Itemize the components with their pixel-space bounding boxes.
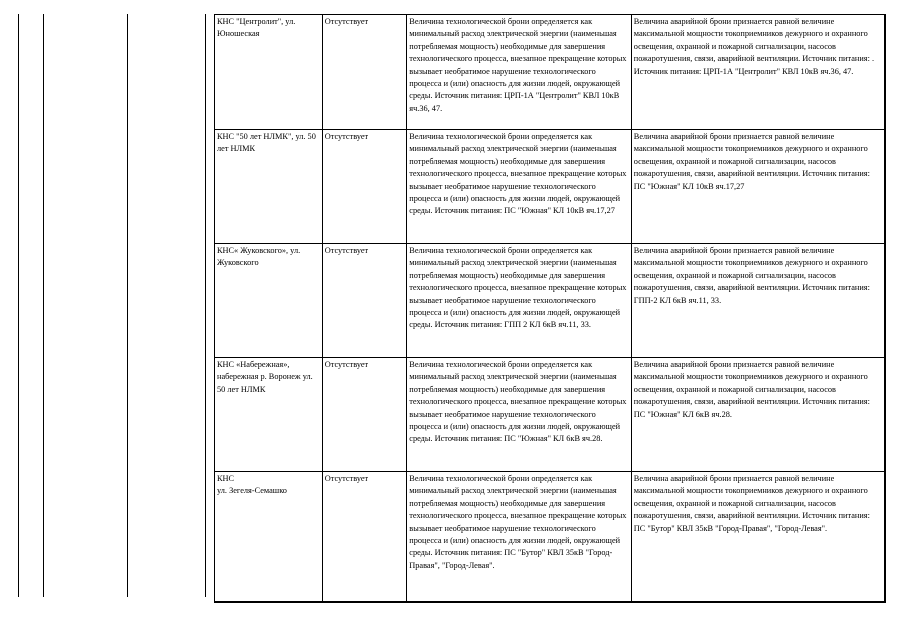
tech-reserve-text: Величина технологической брони определяется как минимальный расход электрической энергии (наименьшая потребляемая мощность) необходимые для завершения технологического процесса, внезапное прекращение которых вызывает необратимое нарушение технологического процесса и (или) опасность для жизни людей, окружающей среды. Источник питания: ЦРП-1А "Центролит" КВЛ 10кВ яч.36, 47. [409, 17, 629, 113]
tech-reserve-text: Величина технологической брони определяется как минимальный расход электрической энергии (наименьшая потребляемая мощность) необходимые для завершения технологического процесса, внезапное прекращение которых вызывает необратимое нарушение технологического процесса и (или) опасность для жизни людей, окружающей среды. Источник питания: ПС "Бутор" КВЛ 35кВ "Город-Правая", "Город-Левая". [409, 474, 629, 570]
station-name-cell [215, 244, 323, 358]
status-text: Отсутствует [324, 360, 369, 369]
tech-reserve-text: Величина технологической брони определяется как минимальный расход электрической энергии (наименьшая потребляемая мощность) необходимые для завершения технологического процесса, внезапное прекращение которых вызывает необратимое нарушение технологического процесса и (или) опасность для жизни людей, окружающей среды. Источник питания: ПС "Южная" КЛ 10кВ яч.17,27 [409, 132, 629, 216]
station-name: КНС "50 лет НЛМК", ул. 50 лет НЛМК [217, 132, 318, 154]
status-cell [322, 472, 407, 602]
table-row [215, 358, 886, 472]
table-row [215, 472, 886, 602]
tech-reserve-cell [407, 472, 632, 602]
station-name: КНС «Набережная», набережная р. Воронеж ул. 50 лет НЛМК [217, 360, 315, 394]
station-name-cell [215, 358, 323, 472]
emergency-reserve-text: Величина аварийной брони признается равной величине максимальной мощности токоприемников дежурного и охранного освещения, охранной и пожарной сигнализации, насосов пожаротушения, связи, аварийной вентиляции. Источник питания: ПС "Южная" КЛ 10кВ яч.17,27 [633, 132, 872, 191]
status-text: Отсутствует [324, 132, 369, 141]
station-name-cell [215, 130, 323, 244]
station-name: КНС ул. Зегеля-Семашко [217, 474, 287, 496]
tech-reserve-text: Величина технологической брони определяется как минимальный расход электрической энергии (наименьшая потребляемая мощность) необходимые для завершения технологического процесса, внезапное прекращение которых вызывает необратимое нарушение технологического процесса и (или) опасность для жизни людей, окружающей среды. Источник питания: ГПП 2 КЛ 6кВ яч.11, 33. [409, 246, 629, 330]
status-cell [322, 244, 407, 358]
status-text: Отсутствует [324, 246, 369, 255]
emergency-reserve-text: Величина аварийной брони признается равной величине максимальной мощности токоприемников дежурного и охранного освещения, охранной и пожарной сигнализации, насосов пожаротушения, связи, аварийной вентиляции. Источник питания: ГПП-2 КЛ 6кВ яч.11, 33. [633, 246, 872, 305]
station-name: КНС« Жуковского», ул. Жуковского [217, 246, 303, 268]
emergency-reserve-text: Величина аварийной брони признается равной величине максимальной мощности токоприемников дежурного и охранного освещения, охранной и пожарной сигнализации, насосов пожаротушения, связи, аварийной вентиляции. Источник питания: ПС "Бутор" КВЛ 35кВ "Город-Правая", "Город-Левая". [633, 474, 872, 533]
tech-reserve-text: Величина технологической брони определяется как минимальный расход электрической энергии (наименьшая потребляемая мощность) необходимые для завершения технологического процесса, внезапное прекращение которых вызывает необратимое нарушение технологического процесса и (или) опасность для жизни людей, окружающей среды. Источник питания: ПС "Южная" КЛ 6кВ яч.28. [409, 360, 629, 444]
emergency-reserve-text: Величина аварийной брони признается равной величине максимальной мощности токоприемников дежурного и охранного освещения, охранной и пожарной сигнализации, насосов пожаротушения, связи, аварийной вентиляции. Источник питания: . Источник питания: ЦРП-1А "Центролит" КВЛ 10кВ яч.36, 47. [633, 17, 877, 76]
emergency-reserve-text: Величина аварийной брони признается равной величине максимальной мощности токоприемников дежурного и охранного освещения, охранной и пожарной сигнализации, насосов пожаротушения, связи, аварийной вентиляции. Источник питания: ПС "Южная" КЛ 6кВ яч.28. [633, 360, 872, 419]
tech-reserve-cell [407, 15, 632, 130]
tech-reserve-cell [407, 130, 632, 244]
tech-reserve-cell [407, 358, 632, 472]
power-reserve-table [214, 14, 886, 603]
station-name-cell [215, 15, 323, 130]
status-cell [322, 358, 407, 472]
status-cell [322, 130, 407, 244]
status-text: Отсутствует [324, 17, 369, 26]
table-row [215, 244, 886, 358]
station-name-cell [215, 472, 323, 602]
emergency-reserve-cell [631, 358, 885, 472]
left-column-rule-2 [43, 14, 44, 597]
status-text: Отсутствует [324, 474, 369, 483]
left-column-rule-1 [18, 14, 19, 597]
left-column-rule-3 [127, 14, 128, 597]
status-cell [322, 15, 407, 130]
emergency-reserve-cell [631, 130, 885, 244]
table-row [215, 15, 886, 130]
tech-reserve-cell [407, 244, 632, 358]
table-row [215, 130, 886, 244]
station-name: КНС "Центролит", ул. Юношеская [217, 17, 298, 39]
emergency-reserve-cell [631, 472, 885, 602]
left-column-rule-4 [205, 14, 206, 597]
emergency-reserve-cell [631, 15, 885, 130]
emergency-reserve-cell [631, 244, 885, 358]
